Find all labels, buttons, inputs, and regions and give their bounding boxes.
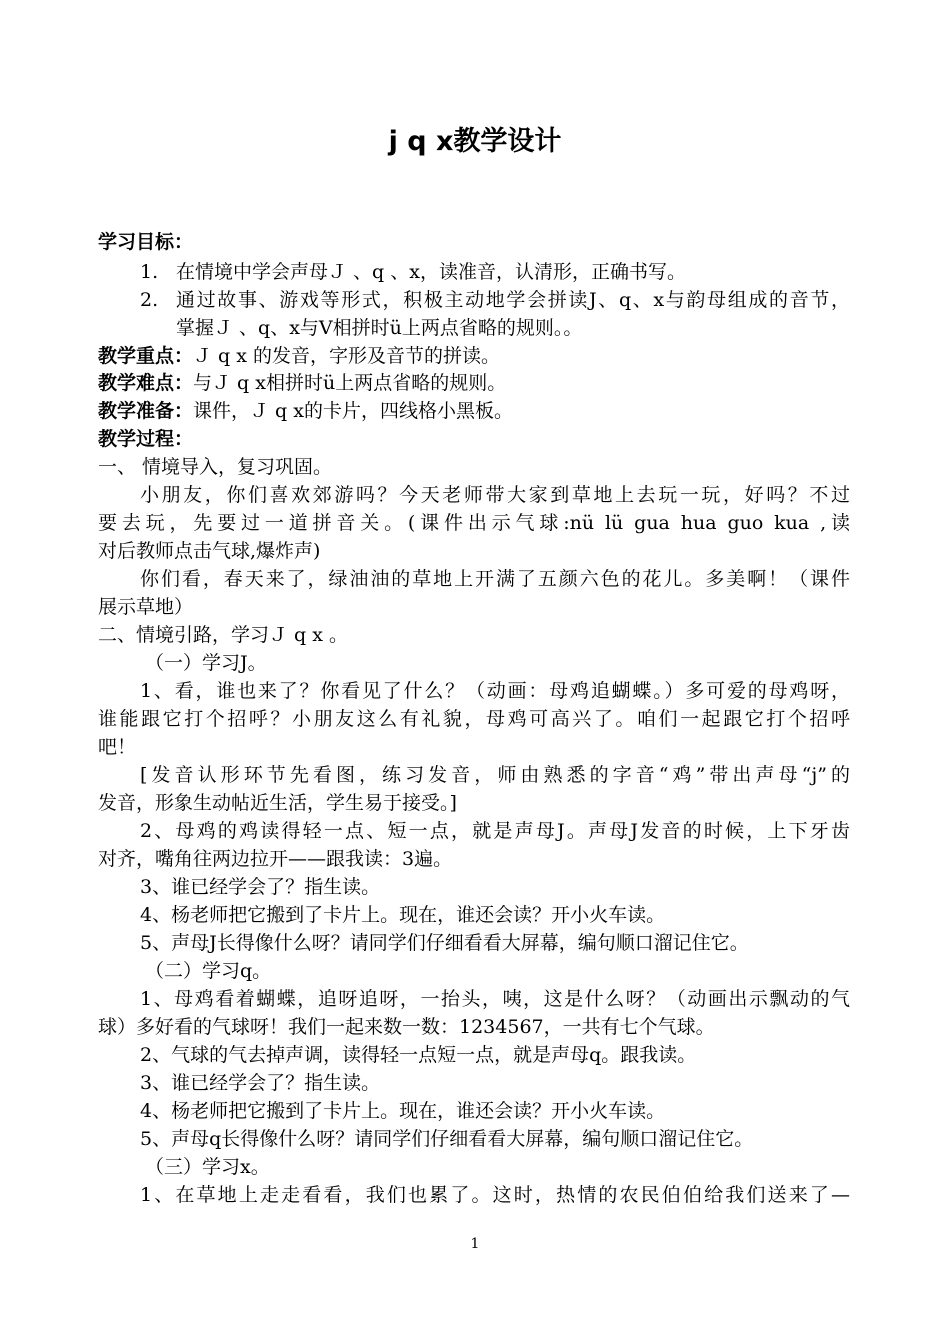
objectives-heading: 学习目标： bbox=[98, 231, 194, 253]
difficulty-label: 教学难点： bbox=[98, 372, 194, 394]
body-line: 2、母鸡的鸡读得轻一点、短一点，就是声母J。声母J发音的时候，上下牙齿 bbox=[140, 820, 850, 842]
section-1-heading: 一、 情境导入，复习巩固。 bbox=[98, 456, 333, 478]
body-line: 5、声母q长得像什么呀？请同学们仔细看看大屏幕，编句顺口溜记住它。 bbox=[140, 1128, 754, 1150]
process-heading: 教学过程： bbox=[98, 428, 194, 450]
objective-2-line-1: 通过故事、游戏等形式，积极主动地学会拼读J、q、x与韵母组成的音节， bbox=[176, 289, 850, 311]
body-line: 展示草地） bbox=[98, 596, 194, 618]
body-line: 1、看，谁也来了？你看见了什么？（动画：母鸡追蝴蝶。）多可爱的母鸡呀， bbox=[140, 680, 850, 702]
body-line: 4、杨老师把它搬到了卡片上。现在，谁还会读？开小火车读。 bbox=[140, 904, 666, 926]
body-line: 谁能跟它打个招呼？小朋友这么有礼貌，母鸡可高兴了。咱们一起跟它打个招呼 bbox=[98, 708, 850, 730]
objective-1-text: 在情境中学会声母Ｊ 、q 、x，读准音，认清形，正确书写。 bbox=[176, 261, 686, 283]
objective-1-num: 1. bbox=[140, 261, 159, 283]
section-2-heading: 二、情境引路，学习Ｊ q x 。 bbox=[98, 624, 348, 646]
body-line: 1、母鸡看着蝴蝶，追呀追呀，一抬头，咦，这是什么呀？（动画出示飘动的气 bbox=[140, 988, 850, 1010]
page-title: j q x教学设计 bbox=[388, 126, 562, 157]
body-line: 3、谁已经学会了？指生读。 bbox=[140, 876, 381, 898]
body-line: 对齐，嘴角往两边拉开——跟我读：3遍。 bbox=[98, 848, 453, 870]
body-line: 小朋友，你们喜欢郊游吗？今天老师带大家到草地上去玩一玩，好吗？不过 bbox=[140, 484, 850, 506]
body-line: 4、杨老师把它搬到了卡片上。现在，谁还会读？开小火车读。 bbox=[140, 1100, 666, 1122]
body-line: 5、声母J长得像什么呀？请同学们仔细看看大屏幕，编句顺口溜记住它。 bbox=[140, 932, 749, 954]
body-line: 2、气球的气去掉声调，读得轻一点短一点，就是声母q。跟我读。 bbox=[140, 1044, 697, 1066]
subsection-heading-q: （二）学习q。 bbox=[145, 960, 272, 982]
body-line: 对后教师点击气球,爆炸声) bbox=[98, 540, 321, 562]
page-number: 1 bbox=[470, 1236, 480, 1252]
key-point-text: Ｊ q x 的发音，字形及音节的拼读。 bbox=[193, 345, 501, 367]
body-line: 你们看，春天来了，绿油油的草地上开满了五颜六色的花儿。多美啊！（课件 bbox=[140, 568, 850, 590]
body-line: 发音，形象生动帖近生活，学生易于接受。] bbox=[98, 792, 457, 814]
body-line: 1、在草地上走走看看，我们也累了。这时，热情的农民伯伯给我们送来了— bbox=[140, 1184, 850, 1206]
subsection-heading-j: （一）学习J。 bbox=[145, 652, 267, 674]
objective-2-line-2: 掌握Ｊ 、q、x与V相拼时ü上两点省略的规则。。 bbox=[176, 317, 583, 339]
body-line: 要去玩，先要过一道拼音关。(课件出示气球:nü lü gua hua guo kua ,读 bbox=[98, 512, 850, 534]
preparation-label: 教学准备： bbox=[98, 400, 194, 422]
objective-2-num: 2. bbox=[140, 289, 159, 311]
body-line: 吧！ bbox=[98, 736, 137, 758]
preparation-text: 课件，Ｊ q x的卡片，四线格小黑板。 bbox=[193, 400, 513, 422]
key-point-label: 教学重点： bbox=[98, 345, 194, 367]
difficulty bbox=[98, 370, 506, 396]
difficulty-text: 与Ｊ q x相拼时ü上两点省略的规则。 bbox=[193, 372, 507, 394]
preparation bbox=[98, 398, 513, 424]
key-point bbox=[98, 343, 500, 369]
body-line: 球）多好看的气球呀！我们一起来数一数：1234567，一共有七个气球。 bbox=[98, 1016, 715, 1038]
subsection-heading-x: （三）学习x。 bbox=[145, 1156, 270, 1178]
body-line: 3、谁已经学会了？指生读。 bbox=[140, 1072, 381, 1094]
body-line: [发音认形环节先看图，练习发音，师由熟悉的字音“鸡”带出声母“j”的 bbox=[140, 764, 850, 786]
